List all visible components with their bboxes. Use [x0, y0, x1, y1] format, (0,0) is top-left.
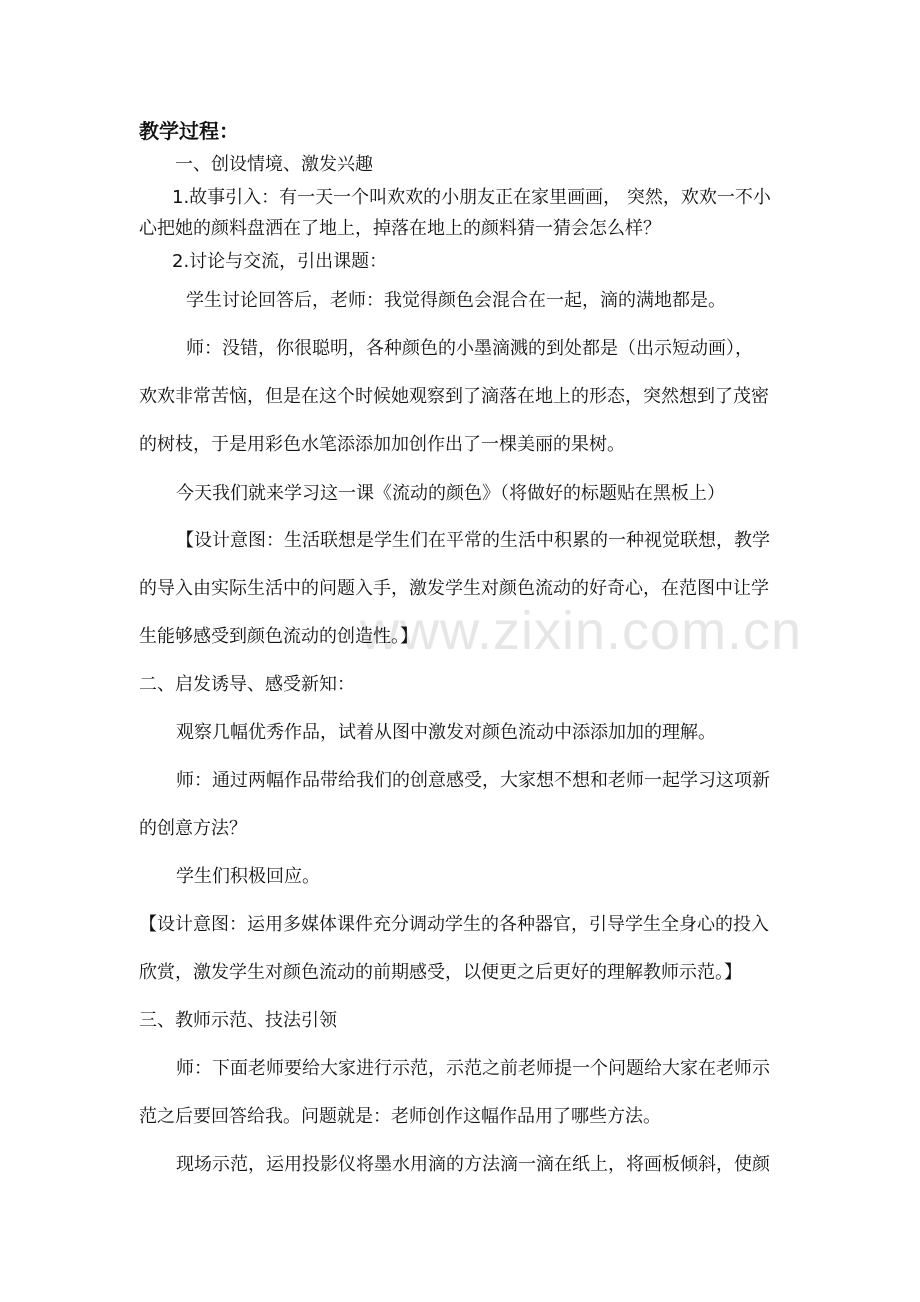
paragraph-line: 学生们积极回应。 — [176, 866, 320, 887]
paragraph-line: 学生讨论回答后，老师：我觉得颜色会混合在一起，滴的满地都是。 — [186, 290, 726, 311]
paragraph-line: 今天我们就来学习这一课《流动的颜色》（将做好的标题贴在黑板上） — [176, 483, 725, 504]
paragraph-line: 师：通过两幅作品带给我们的创意感受，大家想不想和老师一起学习这项新 — [176, 770, 770, 791]
design-intent-line: 欣赏，激发学生对颜色流动的前期感受，以便更之后更好的理解教师示范。】 — [139, 962, 742, 983]
paragraph-line: 师：没错，你很聪明，各种颜色的小墨滴溅的到处都是（出示短动画）， — [186, 338, 753, 359]
paragraph-line: 的创意方法？ — [139, 818, 247, 839]
paragraph-line: 2.讨论与交流，引出课题： — [172, 251, 388, 272]
paragraph-line: 师：下面老师要给大家进行示范，示范之前老师提一个问题给大家在老师示 — [176, 1058, 770, 1079]
watermark: www.zixin.com.cn — [360, 601, 803, 661]
heading-3: 三、教师示范、技法引领 — [139, 1010, 337, 1031]
paragraph-line: 观察几幅优秀作品，试着从图中激发对颜色流动中添添加加的理解。 — [176, 722, 716, 743]
paragraph-line: 的树枝，于是用彩色水笔添添加加创作出了一棵美丽的果树。 — [139, 434, 625, 455]
design-intent-line: 生能够感受到颜色流动的创造性。】 — [139, 626, 418, 647]
design-intent-line: 【设计意图：生活联想是学生们在平常的生活中积累的一种视觉联想，教学 — [176, 530, 770, 551]
heading-1: 一、创设情境、激发兴趣 — [175, 154, 373, 175]
design-intent-line: 的导入由实际生活中的问题入手，激发学生对颜色流动的好奇心，在范图中让学 — [139, 578, 769, 599]
heading-2: 二、启发诱导、感受新知： — [139, 674, 355, 695]
section-title: 教学过程： — [139, 119, 239, 143]
paragraph-line: 欢欢非常苦恼，但是在这个时候她观察到了滴落在地上的形态，突然想到了茂密 — [139, 386, 769, 407]
paragraph-line: 现场示范，运用投影仪将墨水用滴的方法滴一滴在纸上，将画板倾斜，使颜 — [176, 1154, 770, 1175]
paragraph-line: 范之后要回答给我。问题就是：老师创作这幅作品用了哪些方法。 — [139, 1106, 661, 1127]
paragraph-line: 心把她的颜料盘洒在了地上，掉落在地上的颜料猜一猜会怎么样？ — [139, 218, 661, 239]
design-intent-line: 【设计意图：运用多媒体课件充分调动学生的各种器官，引导学生全身心的投入 — [139, 914, 769, 935]
paragraph-line: 1.故事引入：有一天一个叫欢欢的小朋友正在家里画画， 突然，欢欢一不小 — [172, 187, 771, 208]
